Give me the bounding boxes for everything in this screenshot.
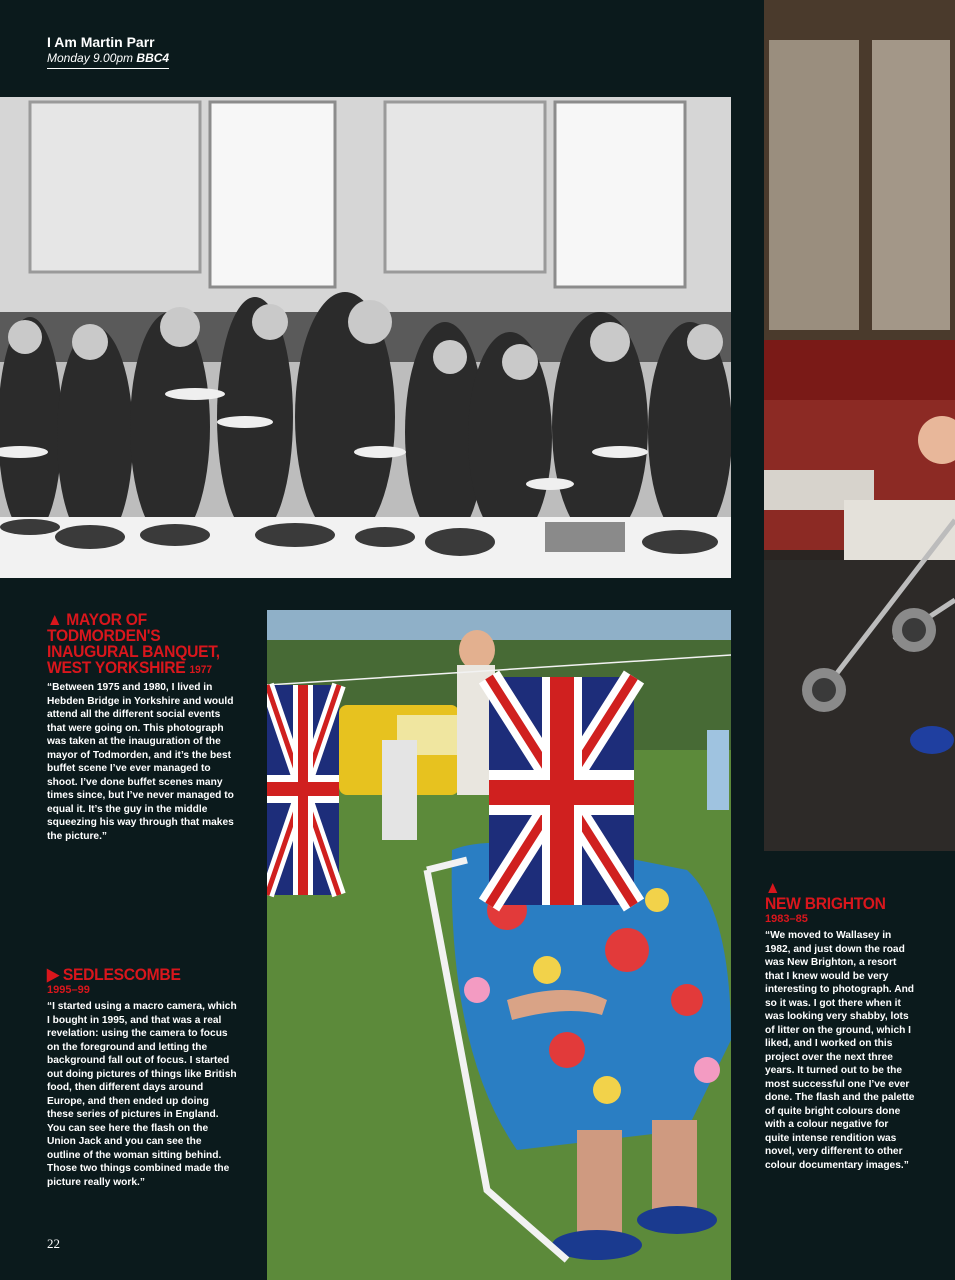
right-arrow-icon: ▶ — [47, 965, 59, 984]
show-header — [47, 34, 169, 69]
up-arrow-icon: ▲ — [47, 610, 63, 629]
sedlescombe-photo — [267, 610, 731, 1280]
schedule-time: Monday 9.00pm — [47, 51, 134, 65]
caption-banquet-years: 1977 — [189, 664, 212, 676]
caption-sedlescombe-text: “I started using a macro camera, which I bought in 1995, and that was a real revelation: using the camera to focus on the foreground and letting the background fall out of focus. I started out doing pictures of things like British food, then different days around Europe, and then ended up doing these series of pictures in England. You can see here the flash on the Union Jack and you can see the outline of the woman sitting behind. Those two things combined made the picture really work.” — [47, 1001, 237, 1188]
show-schedule — [47, 51, 169, 69]
caption-banquet-title — [47, 612, 222, 678]
caption-banquet — [47, 612, 237, 843]
caption-new-brighton — [765, 880, 915, 1172]
caption-sedlescombe-title — [47, 967, 222, 983]
caption-new-brighton-heading: NEW BRIGHTON — [765, 894, 886, 913]
caption-sedlescombe-heading: SEDLESCOMBE — [62, 965, 181, 984]
channel-name: BBC4 — [136, 51, 170, 65]
caption-sedlescombe — [47, 967, 237, 1189]
caption-sedlescombe-years: 1995–99 — [47, 984, 90, 996]
caption-new-brighton-years: 1983–85 — [765, 913, 808, 925]
up-arrow-icon: ▲ — [765, 878, 781, 897]
new-brighton-photo — [764, 0, 955, 851]
show-title: I Am Martin Parr — [47, 34, 155, 50]
caption-banquet-heading: MAYOR OF TODMORDEN'S INAUGURAL BANQUET, WEST YORKSHIRE — [47, 610, 220, 677]
page-number: 22 — [47, 1236, 60, 1251]
caption-banquet-text: “Between 1975 and 1980, I lived in Hebden Bridge in Yorkshire and would attend all the different social events that were going on. This photograph was taken at the inauguration of the mayor of Todmorden, and it’s the best buffet scene I’ve ever managed to shoot. I’ve done buffet scenes many times since, but I’ve never managed to equal it. It’s the guy in the middle squeezing his way through that makes the picture.” — [47, 682, 234, 842]
banquet-photo — [0, 97, 731, 578]
caption-new-brighton-text: “We moved to Wallasey in 1982, and just down the road was New Brighton, a resort that I knew would be very interesting to photograph. And so it was. I got there when it was looking very shabby, lots of litter on the ground, which I liked, and I worked on this project over the next three years. It turned out to be the most successful one I’ve ever done. The flash and the palette of quite bright colours done with a colour negative for quite intense rendition was novel, very different to other colour documentary images.” — [765, 930, 915, 1171]
